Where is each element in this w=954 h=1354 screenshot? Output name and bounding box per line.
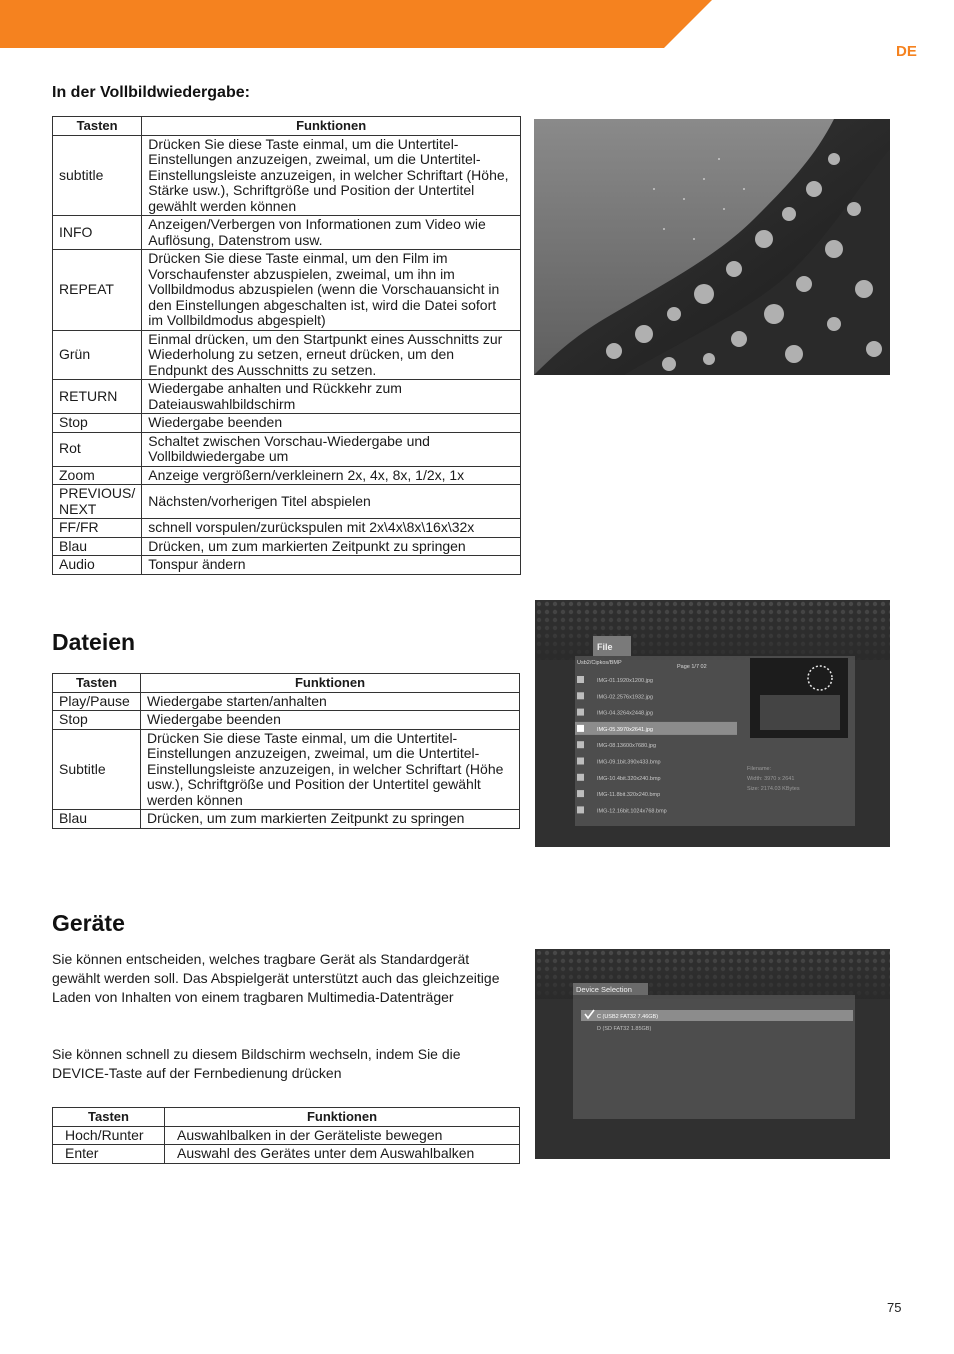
table-row xyxy=(53,1145,520,1164)
file-icon xyxy=(577,758,584,765)
function-cell: Drücken Sie diese Taste einmal, um die Untertitel-Einstellungen anzuzeigen, zweimal, um die Untertitel-Einstellungsleiste anzuzeigen, in welcher Schriftart (Höhe usw.), Schriftgröße und Position der Untertitel gewählt werden können xyxy=(141,729,520,810)
file-info-line: Filename: xyxy=(747,766,772,772)
fullscreen-heading: In der Vollbildwiedergabe: xyxy=(52,84,250,101)
file-info-line: Size: 2174.03 KBytes xyxy=(747,786,800,792)
header-banner xyxy=(0,0,954,50)
key-cell: PREVIOUS/ NEXT xyxy=(53,485,142,519)
col-header-keys: Tasten xyxy=(53,674,141,693)
file-list-item: IMG-09.1bit.390x433.bmp xyxy=(597,759,661,766)
table-row xyxy=(53,810,520,829)
function-cell: Wiedergabe beenden xyxy=(142,414,521,433)
table-row xyxy=(53,729,520,810)
table-row xyxy=(53,135,521,216)
file-icon xyxy=(577,806,584,813)
key-cell: REPEAT xyxy=(53,250,142,331)
file-list-item: IMG-08.13600x7680.jpg xyxy=(597,743,657,750)
table-row xyxy=(53,556,521,575)
function-cell: Anzeigen/Verbergen von Informationen zum Video wie Auflösung, Datenstrom usw. xyxy=(142,216,521,250)
function-cell: Drücken, um zum markierten Zeitpunkt zu springen xyxy=(142,537,521,556)
screen-title: File xyxy=(597,642,613,652)
key-cell: Blau xyxy=(53,537,142,556)
function-cell: Schaltet zwischen Vorschau-Wiedergabe und Vollbildwiedergabe um xyxy=(142,432,521,466)
function-cell: Auswahl des Gerätes unter dem Auswahlbalken xyxy=(165,1145,520,1164)
table-row xyxy=(53,711,520,730)
table-row xyxy=(53,1126,520,1145)
fullscreen-table xyxy=(52,116,521,575)
key-cell: RETURN xyxy=(53,380,142,414)
device-selection-screenshot xyxy=(535,949,890,1159)
devices-paragraph-2: Sie können schnell zu diesem Bildschirm wechseln, indem Sie die DEVICE-Taste auf der Fernbedienung drücken xyxy=(52,1046,461,1081)
key-cell: Play/Pause xyxy=(53,692,141,711)
file-list-item: IMG-05.3970x2641.jpg xyxy=(597,726,653,733)
col-header-keys: Tasten xyxy=(53,117,142,136)
function-cell: Drücken Sie diese Taste einmal, um die Untertitel-Einstellungen anzuzeigen, zweimal, um die Untertitel-Einstellungsleiste anzuzeigen, in welcher Schriftart (Höhe, Stärke usw.), Schriftgröße und Position der Untertitel gewählt werden können xyxy=(142,135,521,216)
key-cell: FF/FR xyxy=(53,519,142,538)
col-header-functions: Funktionen xyxy=(141,674,520,693)
language-label: DE xyxy=(896,43,917,60)
devices-heading: Geräte xyxy=(52,910,125,936)
function-cell: Anzeige vergrößern/verkleinern 2x, 4x, 8x, 1/2x, 1x xyxy=(142,466,521,485)
file-list-item: IMG-11.8bit.320x240.bmp xyxy=(597,792,661,799)
file-list-item: IMG-12.16bit.1024x768.bmp xyxy=(597,808,667,815)
key-cell: Stop xyxy=(53,414,142,433)
function-cell: Einmal drücken, um den Startpunkt eines Ausschnitts zur Wiederholung zu setzen, erneut drücken, um den Endpunkt des Ausschnitts zu setzen. xyxy=(142,330,521,380)
file-list-item: IMG-04.3264x2448.jpg xyxy=(597,710,653,717)
file-icon xyxy=(577,725,584,732)
file-browser-screenshot xyxy=(535,600,890,847)
table-row xyxy=(53,692,520,711)
table-row xyxy=(53,466,521,485)
file-icon xyxy=(577,790,584,797)
col-header-functions: Funktionen xyxy=(142,117,521,136)
function-cell: Wiedergabe starten/anhalten xyxy=(141,692,520,711)
table-row xyxy=(53,250,521,331)
function-cell: Auswahlbalken in der Geräteliste bewegen xyxy=(165,1126,520,1145)
file-icon xyxy=(577,676,584,683)
screen-page: Page 1/7 02 xyxy=(677,664,707,670)
table-row xyxy=(53,537,521,556)
file-list-item: IMG-10.4bit.320x240.bmp xyxy=(597,775,661,782)
devices-paragraph-1: Sie können entscheiden, welches tragbare Gerät als Standardgerät gewählt werden soll. Das Abspielgerät unterstützt auch das gleichzeitige Laden von Inhalten von einem tragbaren Multimedia-Datenträger xyxy=(52,951,500,1005)
function-cell: Wiedergabe anhalten und Rückkehr zum Dateiauswahlbildschirm xyxy=(142,380,521,414)
coral-reef-photo xyxy=(534,119,890,375)
file-icon xyxy=(577,709,584,716)
file-icon xyxy=(577,741,584,748)
key-cell: Audio xyxy=(53,556,142,575)
col-header-functions: Funktionen xyxy=(165,1108,520,1127)
table-row xyxy=(53,432,521,466)
key-cell: Enter xyxy=(53,1145,165,1164)
key-cell: INFO xyxy=(53,216,142,250)
key-cell: Subtitle xyxy=(53,729,141,810)
device-list-item: C (USB2 FAT32 7.46GB) xyxy=(597,1014,659,1020)
table-row xyxy=(53,330,521,380)
screen-title: Device Selection xyxy=(576,985,632,994)
preview-skyline xyxy=(760,695,840,730)
file-list-item: IMG-01.1920x1200.jpg xyxy=(597,678,653,684)
table-row xyxy=(53,519,521,538)
file-list-item: IMG-02.2576x1932.jpg xyxy=(597,694,653,701)
key-cell: Zoom xyxy=(53,466,142,485)
table-row xyxy=(53,414,521,433)
function-cell: Wiedergabe beenden xyxy=(141,711,520,730)
files-table xyxy=(52,673,520,829)
col-header-keys: Tasten xyxy=(53,1108,165,1127)
page-number: 75 xyxy=(887,1300,902,1315)
function-cell: Drücken, um zum markierten Zeitpunkt zu springen xyxy=(141,810,520,829)
device-list-item: D (SD FAT32 1.85GB) xyxy=(597,1026,652,1032)
function-cell: Tonspur ändern xyxy=(142,556,521,575)
function-cell: schnell vorspulen/zurückspulen mit 2x\4x\8x\16x\32x xyxy=(142,519,521,538)
key-cell: Grün xyxy=(53,330,142,380)
file-info-line: Width: 3970 x 2641 xyxy=(747,776,795,782)
table-row xyxy=(53,380,521,414)
files-heading: Dateien xyxy=(52,629,136,655)
function-cell: Nächsten/vorherigen Titel abspielen xyxy=(142,485,521,519)
key-cell: Rot xyxy=(53,432,142,466)
key-cell: Blau xyxy=(53,810,141,829)
key-cell: subtitle xyxy=(53,135,142,216)
table-row xyxy=(53,216,521,250)
key-cell: Stop xyxy=(53,711,141,730)
file-icon xyxy=(577,774,584,781)
file-icon xyxy=(577,692,584,699)
key-cell: Hoch/Runter xyxy=(53,1126,165,1145)
screen-path: Usb2/Cipkos/BMP xyxy=(577,660,622,666)
devices-table xyxy=(52,1107,520,1164)
function-cell: Drücken Sie diese Taste einmal, um den Film im Vorschaufenster abzuspielen, zweimal, um ihn im Vollbildmodus abzuspielen (wenn die Vorschauansicht in den Einstellungen abgeschalten ist, wird die Datei sofort im Vollbildmodus abgespielt) xyxy=(142,250,521,331)
table-row xyxy=(53,485,521,519)
